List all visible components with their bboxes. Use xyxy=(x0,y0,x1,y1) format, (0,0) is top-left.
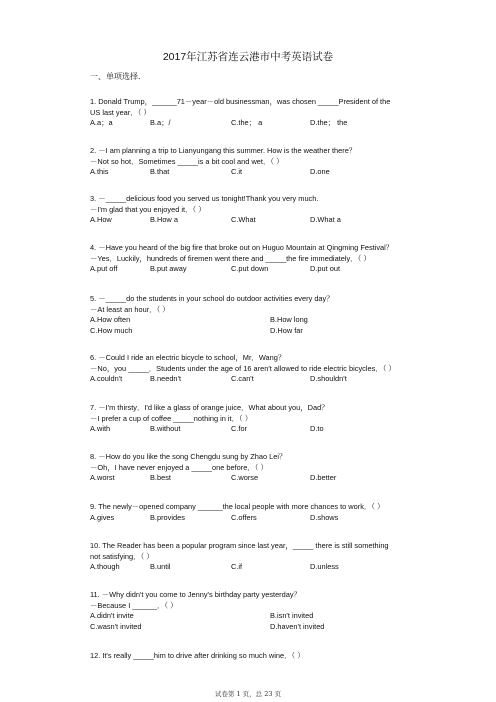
question-2 xyxy=(90,146,430,178)
option-b: B.put away xyxy=(150,264,187,273)
question-response: not satisfying．（ ） xyxy=(90,551,154,561)
question-response: －Yes．Luckily，hundreds of firemen went there and _____the fire immediately．（ ） xyxy=(90,253,371,263)
option-a: A.a；a xyxy=(90,118,113,127)
option-c: C.it xyxy=(231,167,243,176)
option-d: D.put out xyxy=(310,264,340,273)
question-11 xyxy=(90,590,430,632)
question-response: －Because I ______．（ ） xyxy=(90,600,178,610)
option-c: C.How much xyxy=(90,325,133,335)
option-row xyxy=(90,611,430,622)
option-row xyxy=(90,513,430,524)
option-row xyxy=(90,326,430,337)
option-c: C.the； a xyxy=(231,118,263,127)
option-row xyxy=(90,215,430,226)
option-d: D.the； the xyxy=(310,118,348,127)
option-b: B.needn't xyxy=(150,374,181,383)
option-a: A.didn't invite xyxy=(90,611,134,620)
option-c: C.wasn't invited xyxy=(90,621,142,631)
option-row xyxy=(90,473,430,484)
option-d: D.shows xyxy=(310,512,339,522)
question-6 xyxy=(90,353,430,385)
question-3 xyxy=(90,194,430,226)
question-stem: 7. －I'm thirsty．I'd like a glass of orange juice．What about you，Dad？ xyxy=(90,403,329,412)
option-d: D.to xyxy=(310,424,324,433)
option-row xyxy=(90,622,430,633)
option-c: C.if xyxy=(231,562,243,571)
option-b: B.provides xyxy=(150,512,185,522)
question-8 xyxy=(90,452,430,484)
option-c: C.put down xyxy=(231,264,269,273)
question-response: －I'm glad that you enjoyed it．（ ） xyxy=(90,204,206,214)
option-b: B.until xyxy=(150,562,171,571)
question-stem: 2. －I am planning a trip to Lianyungang this summer. How is the weather there？ xyxy=(90,146,357,155)
option-row xyxy=(90,264,430,275)
question-1 xyxy=(90,97,430,129)
option-b: B.How long xyxy=(270,315,308,324)
option-row xyxy=(90,315,430,326)
option-a: A.gives xyxy=(90,512,115,522)
option-a: A.put off xyxy=(90,264,118,273)
question-response: －Not so hot．Sometimes _____is a bit cool and wet．（ ） xyxy=(90,156,284,166)
option-d: D.unless xyxy=(310,562,339,571)
option-a: A.with xyxy=(90,424,111,433)
option-row xyxy=(90,167,430,178)
option-b: B.best xyxy=(150,473,171,482)
question-stem: 9. The newly－opened company ______the local people with more chances to work．（ ） xyxy=(90,502,385,511)
option-row xyxy=(90,562,430,573)
option-row xyxy=(90,118,430,129)
question-12 xyxy=(90,651,430,662)
option-row xyxy=(90,424,430,435)
question-10 xyxy=(90,541,430,573)
question-stem: 1. Donald Trump，______71－year－old businessman，was chosen _____President of the xyxy=(90,97,391,106)
question-4 xyxy=(90,243,430,275)
option-c: C.worse xyxy=(231,473,259,482)
question-stem: 5. －_____do the students in your school do outdoor activities every day？ xyxy=(90,294,334,303)
option-d: D.better xyxy=(310,473,337,482)
option-b: B.How a xyxy=(150,215,178,224)
option-row xyxy=(90,374,430,385)
question-stem: 10. The Reader has been a popular program since last year，_____ there is still something xyxy=(90,541,389,550)
question-response: －I prefer a cup of coffee _____nothing in it．（ ） xyxy=(90,413,253,423)
question-stem: 8. －How do you like the song Chengdu sung by Zhao Lei？ xyxy=(90,452,287,461)
option-a: A.worst xyxy=(90,473,115,482)
question-9 xyxy=(90,502,430,523)
option-a: A.How often xyxy=(90,315,131,324)
option-a: A.How xyxy=(90,215,112,224)
option-b: B.that xyxy=(150,167,170,176)
option-a: A.this xyxy=(90,167,109,176)
option-a: A.though xyxy=(90,562,120,571)
option-c: C.What xyxy=(231,215,256,224)
question-stem: 4. －Have you heard of the big fire that broke out on Huguo Mountain at Qingming Festival？ xyxy=(90,243,394,252)
option-d: D.one xyxy=(310,167,330,176)
question-stem: 6. －Could I ride an electric bicycle to school，Mr．Wang？ xyxy=(90,353,286,362)
page-title: 2017年江苏省连云港市中考英语试卷 xyxy=(162,51,334,63)
option-c: C.offers xyxy=(231,512,257,522)
question-response: －Oh，I have never enjoyed a _____one before．（ ） xyxy=(90,462,268,472)
question-stem: 3. －_____delicious food you served us tonight!Thank you very much. xyxy=(90,194,319,203)
option-b: B.a；/ xyxy=(150,118,171,127)
option-c: C.for xyxy=(231,424,248,433)
question-response: －At least an hour．（ ） xyxy=(90,304,170,314)
question-response: US last year．（ ） xyxy=(90,107,151,117)
section-heading: 一、单项选择． xyxy=(90,72,146,81)
option-b: B.without xyxy=(150,424,181,433)
page-footer: 试卷第 1 页，总 23 页 xyxy=(214,690,282,698)
question-response: －No，you _____．Students under the age of 16 aren't allowed to ride electric bicycles．（ ） xyxy=(90,363,396,373)
option-b: B.isn't invited xyxy=(270,611,314,620)
option-a: A.couldn't xyxy=(90,374,123,383)
option-d: D.What a xyxy=(310,215,341,224)
question-5 xyxy=(90,294,430,336)
question-stem: 11. －Why didn't you come to Jenny's birthday party yesterday？ xyxy=(90,590,301,599)
option-d: D.How far xyxy=(270,325,303,335)
question-stem: 12. It's really _____him to drive after drinking so much wine．（ ） xyxy=(90,651,305,660)
question-7 xyxy=(90,403,430,435)
option-d: D.haven't invited xyxy=(270,621,325,631)
option-d: D.shouldn't xyxy=(310,374,347,383)
option-c: C.can't xyxy=(231,374,254,383)
